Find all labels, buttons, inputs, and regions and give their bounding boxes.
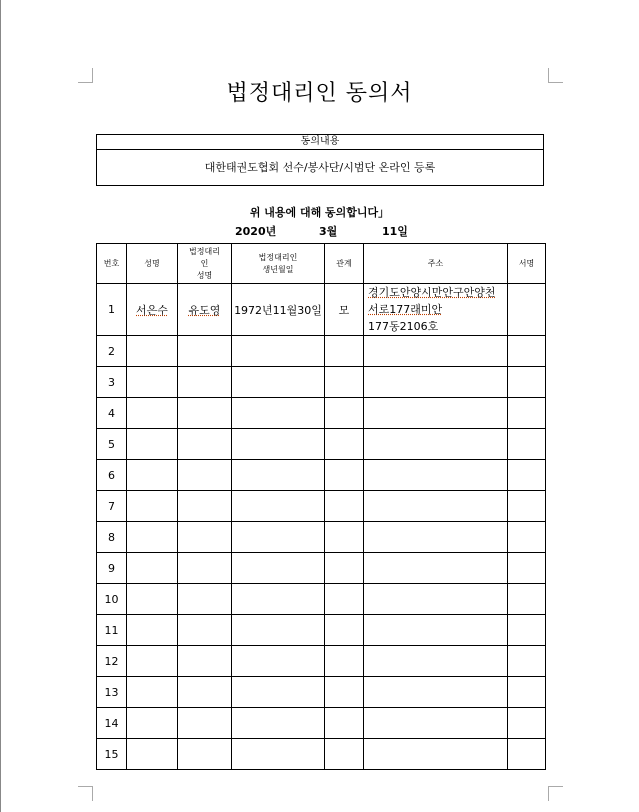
- cell-number: 6: [97, 460, 127, 491]
- cell-relation: [325, 367, 364, 398]
- cell-guardian-name: [178, 553, 232, 584]
- cell-name: [127, 522, 178, 553]
- cell-address: [364, 398, 508, 429]
- table-header-row: [97, 244, 546, 284]
- cell-signature: [508, 398, 546, 429]
- guardian-table: [96, 243, 546, 770]
- cell-name: 서은수: [127, 284, 178, 336]
- cell-address: [364, 584, 508, 615]
- table-row: [97, 708, 546, 739]
- cell-relation: [325, 460, 364, 491]
- cell-number: 8: [97, 522, 127, 553]
- crop-mark-bottom-left: [78, 786, 93, 801]
- cell-name: [127, 615, 178, 646]
- cell-guardian-name: [178, 584, 232, 615]
- cell-guardian-name: [178, 460, 232, 491]
- cell-guardian-birth: [232, 336, 325, 367]
- cell-name: [127, 429, 178, 460]
- document-title: 법정대리인 동의서: [226, 81, 413, 106]
- cell-signature: [508, 429, 546, 460]
- cell-address: [364, 429, 508, 460]
- header-number: 번호: [97, 244, 127, 284]
- cell-guardian-birth: [232, 615, 325, 646]
- cell-relation: [325, 646, 364, 677]
- cell-number: 15: [97, 739, 127, 770]
- cell-number: 4: [97, 398, 127, 429]
- cell-address: [364, 367, 508, 398]
- cell-relation: [325, 491, 364, 522]
- cell-name: [127, 460, 178, 491]
- cell-guardian-birth: [232, 491, 325, 522]
- cell-name: [127, 367, 178, 398]
- cell-number: 1: [97, 284, 127, 336]
- cell-address: [364, 522, 508, 553]
- cell-signature: [508, 615, 546, 646]
- cell-name: [127, 584, 178, 615]
- header-address: 주소: [364, 244, 508, 284]
- table-row: [97, 460, 546, 491]
- cell-name: [127, 336, 178, 367]
- cell-name: [127, 677, 178, 708]
- cell-guardian-birth: [232, 739, 325, 770]
- table-row: [97, 522, 546, 553]
- table-row: [97, 646, 546, 677]
- cell-guardian-birth: [232, 708, 325, 739]
- cell-address: [364, 739, 508, 770]
- table-row: [97, 553, 546, 584]
- cell-signature: [508, 491, 546, 522]
- cell-guardian-name: [178, 739, 232, 770]
- cell-guardian-birth: 1972년11월30일: [232, 284, 325, 336]
- cell-relation: [325, 553, 364, 584]
- cell-guardian-name: [178, 708, 232, 739]
- cell-number: 9: [97, 553, 127, 584]
- date-day: 11일: [382, 225, 408, 238]
- agreement-statement: 위 내용에 대해 동의합니다」: [249, 206, 390, 219]
- header-relation: 관계: [325, 244, 364, 284]
- cell-guardian-birth: [232, 460, 325, 491]
- date-year: 2020년: [235, 225, 277, 238]
- cell-signature: [508, 284, 546, 336]
- cell-number: 3: [97, 367, 127, 398]
- cell-address: 경기도안양시만안구안양천 서로177래미안 177동2106호: [364, 284, 508, 336]
- cell-guardian-name: [178, 615, 232, 646]
- cell-name: [127, 646, 178, 677]
- cell-guardian-name: [178, 522, 232, 553]
- cell-guardian-name: [178, 398, 232, 429]
- table-row: [97, 584, 546, 615]
- cell-relation: [325, 398, 364, 429]
- cell-guardian-name: [178, 677, 232, 708]
- table-row: [97, 615, 546, 646]
- table-row: [97, 677, 546, 708]
- cell-number: 12: [97, 646, 127, 677]
- cell-number: 7: [97, 491, 127, 522]
- consent-content: 대한태권도협회 선수/봉사단/시범단 온라인 등록: [204, 161, 436, 174]
- cell-relation: [325, 522, 364, 553]
- crop-mark-bottom-right: [548, 786, 563, 801]
- cell-guardian-birth: [232, 553, 325, 584]
- cell-name: [127, 398, 178, 429]
- table-row: [97, 284, 546, 336]
- cell-guardian-name: [178, 491, 232, 522]
- table-row: [97, 429, 546, 460]
- cell-number: 14: [97, 708, 127, 739]
- cell-guardian-name: [178, 336, 232, 367]
- table-row: [97, 367, 546, 398]
- table-row: [97, 336, 546, 367]
- cell-guardian-birth: [232, 646, 325, 677]
- cell-relation: [325, 708, 364, 739]
- cell-guardian-name: 유도영: [178, 284, 232, 336]
- cell-guardian-name: [178, 429, 232, 460]
- cell-guardian-birth: [232, 429, 325, 460]
- cell-signature: [508, 336, 546, 367]
- consent-header: 동의내용: [97, 135, 543, 150]
- cell-relation: [325, 584, 364, 615]
- cell-signature: [508, 460, 546, 491]
- cell-name: [127, 491, 178, 522]
- consent-box: [96, 134, 544, 186]
- cell-relation: [325, 677, 364, 708]
- header-signature: 서명: [508, 244, 546, 284]
- header-name: 성명: [127, 244, 178, 284]
- header-guardian-name: 법정대리 인 성명: [178, 244, 232, 284]
- table-row: [97, 491, 546, 522]
- cell-guardian-name: [178, 367, 232, 398]
- date-month: 3월: [319, 225, 338, 238]
- cell-guardian-birth: [232, 522, 325, 553]
- cell-relation: [325, 615, 364, 646]
- cell-number: 11: [97, 615, 127, 646]
- cell-address: [364, 708, 508, 739]
- cell-name: [127, 739, 178, 770]
- table-row: [97, 739, 546, 770]
- cell-signature: [508, 553, 546, 584]
- cell-number: 5: [97, 429, 127, 460]
- cell-signature: [508, 646, 546, 677]
- cell-address: [364, 336, 508, 367]
- cell-name: [127, 553, 178, 584]
- cell-guardian-birth: [232, 367, 325, 398]
- cell-signature: [508, 584, 546, 615]
- cell-relation: [325, 336, 364, 367]
- cell-signature: [508, 708, 546, 739]
- cell-signature: [508, 522, 546, 553]
- header-guardian-birth: 법정대리인 생년월일: [232, 244, 325, 284]
- cell-name: [127, 708, 178, 739]
- cell-number: 13: [97, 677, 127, 708]
- cell-guardian-birth: [232, 677, 325, 708]
- cell-guardian-birth: [232, 584, 325, 615]
- cell-signature: [508, 367, 546, 398]
- cell-relation: [325, 739, 364, 770]
- cell-relation: [325, 429, 364, 460]
- cell-number: 10: [97, 584, 127, 615]
- cell-address: [364, 491, 508, 522]
- cell-signature: [508, 677, 546, 708]
- cell-guardian-name: [178, 646, 232, 677]
- cell-address: [364, 646, 508, 677]
- page-left-border: [0, 0, 1, 812]
- cell-address: [364, 615, 508, 646]
- cell-address: [364, 677, 508, 708]
- cell-signature: [508, 739, 546, 770]
- cell-address: [364, 553, 508, 584]
- table-row: [97, 398, 546, 429]
- cell-address: [364, 460, 508, 491]
- cell-relation: 모: [325, 284, 364, 336]
- cell-number: 2: [97, 336, 127, 367]
- cell-guardian-birth: [232, 398, 325, 429]
